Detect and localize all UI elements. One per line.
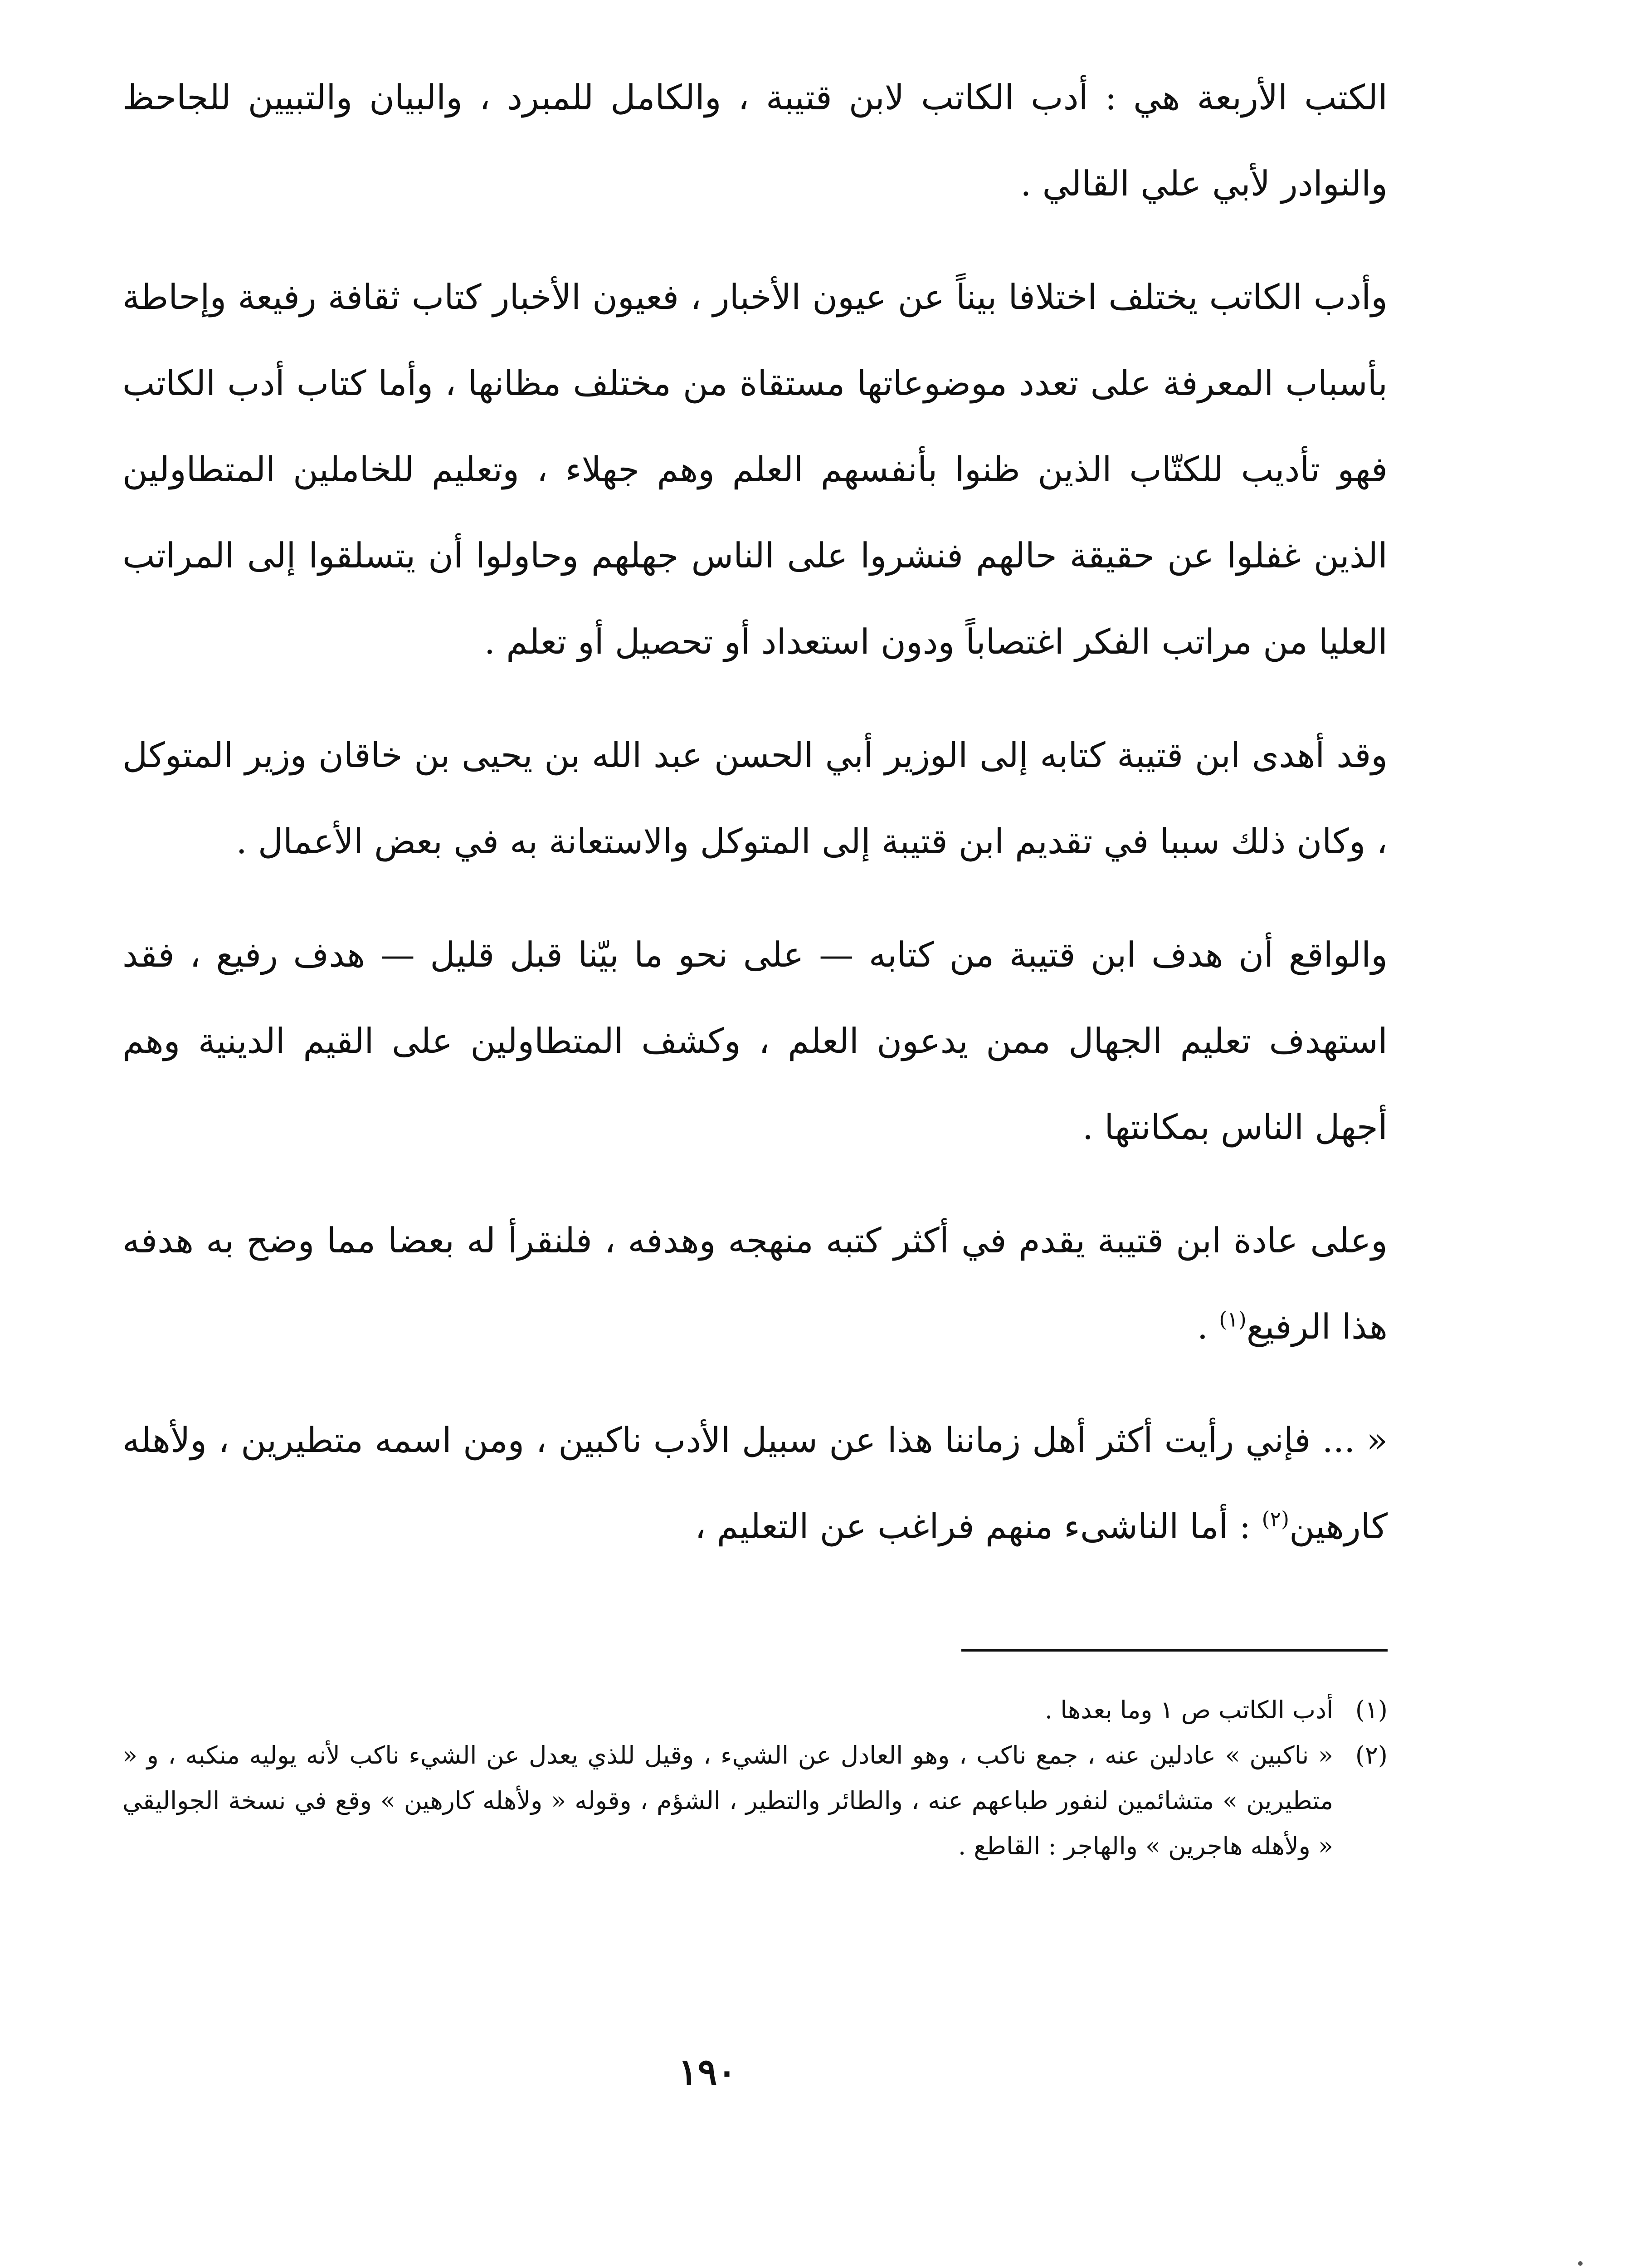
paragraph: [122, 1397, 1388, 1569]
footnote-text: أدب الكاتب ص ١ وما بعدها .: [1045, 1696, 1333, 1724]
main-text: [122, 54, 1388, 1597]
footnote-marker: (٢): [1355, 1741, 1388, 1769]
paragraph: الكتب الأربعة هي : أدب الكاتب لابن قتيبة ، والكامل للمبرد ، والبيان والتبيين للجاحظ والنوادر لأبي علي القالي .: [122, 77, 1388, 204]
scan-speck: [1578, 2261, 1583, 2266]
paragraph-text: .: [1197, 1306, 1219, 1347]
footnote: [122, 1687, 1388, 1733]
paragraph: والواقع أن هدف ابن قتيبة من كتابه — على نحو ما بيّنا قبل قليل — هدف رفيع ، فقد استهدف تعليم الجهال ممن يدعون العلم ، وكشف المتطاولين على القيم الدينية وهم أجهل الناس بمكانتها .: [122, 934, 1388, 1147]
footnote-marker: (١): [1355, 1696, 1388, 1724]
paragraph: وأدب الكاتب يختلف اختلافا بيناً عن عيون الأخبار ، فعيون الأخبار كتاب ثقافة رفيعة وإحاطة بأسباب المعرفة على تعدد موضوعاتها مستقاة من مختلف مظانها ، وأما كتاب أدب الكاتب فهو تأديب للكتّاب الذين ظنوا بأنفسهم العلم وهم جهلاء ، وتعليم للخاملين المتطاولين الذين غفلوا عن حقيقة حالهم فنشروا على الناس جهلهم وحاولوا أن يتسلقوا إلى المراتب العليا من مراتب الفكر اغتصاباً ودون استعداد أو تحصيل أو تعلم .: [122, 277, 1388, 662]
paragraph-text: « ... فإني رأيت أكثر أهل زماننا هذا عن سبيل الأدب ناكبين ، ومن اسمه متطيرين ، ولأهله كارهين: [122, 1420, 1388, 1546]
footnote: [122, 1733, 1388, 1869]
footnote-reference[interactable]: (٢): [1262, 1506, 1290, 1531]
page-number: ١٩٠: [678, 2050, 737, 2093]
paragraph-text: وعلى عادة ابن قتيبة يقدم في أكثر كتبه منهجه وهدفه ، فلنقرأ له بعضا مما وضح به هدفه هذا الرفيع: [122, 1220, 1388, 1347]
paragraph: وقد أهدى ابن قتيبة كتابه إلى الوزير أبي الحسن عبد الله بن يحيى بن خاقان وزير المتوكل ، وكان ذلك سببا في تقديم ابن قتيبة إلى المتوكل والاستعانة به في بعض الأعمال .: [122, 735, 1388, 861]
footnotes: [122, 1687, 1388, 1869]
paragraph-text: : أما الناشىء منهم فراغب عن التعليم ،: [695, 1506, 1262, 1546]
footnote-separator: [961, 1649, 1388, 1652]
paragraph: [122, 1198, 1388, 1370]
footnote-text: « ناكبين » عادلين عنه ، جمع ناكب ، وهو العادل عن الشيء ، وقيل للذي يعدل عن الشيء ناكب لأنه يوليه منكبه ، و « متطيرين » متشائمين لنفور طباعهم عنه ، والطائر والتطير ، الشؤم ، وقوله « ولأهله كارهين » وقع في نسخة الجواليقي « ولأهله هاجرين » والهاجر : القاطع .: [122, 1741, 1333, 1860]
footnote-reference[interactable]: (١): [1219, 1307, 1247, 1332]
